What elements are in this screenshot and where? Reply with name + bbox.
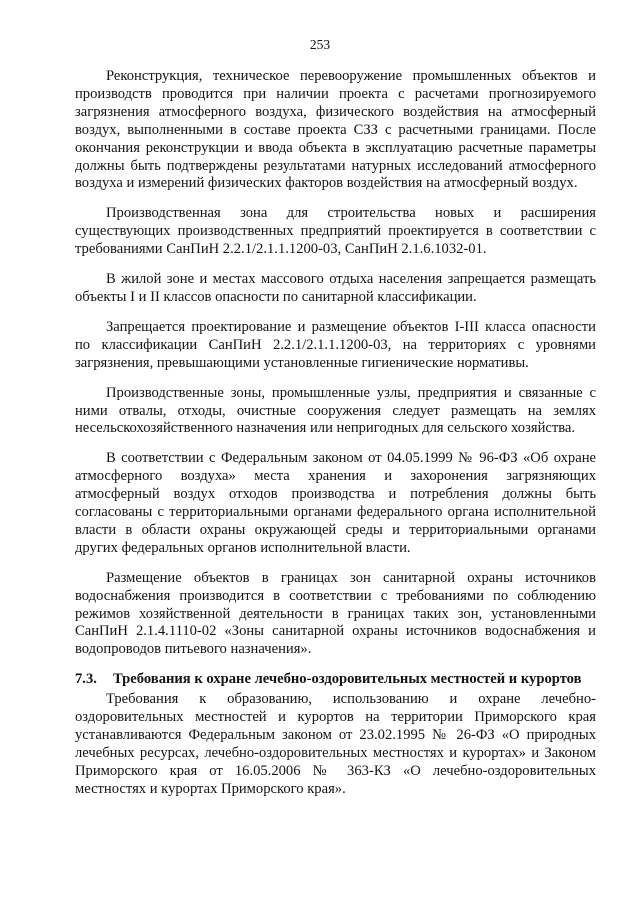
document-body	[75, 68, 596, 811]
section-heading	[75, 671, 596, 689]
paragraph-water-protection: Размещение объектов в границах зон санитарной охраны источников водоснабжения производится в соответствии с требованиями по соблюдению режимов хозяйственной деятельности в границах таких зон, установленными СанПиН 2.1.4.1110-02 «Зоны санитарной охраны источников водоснабжения и водопроводов питьевого назначения».	[75, 569, 596, 658]
paragraph-reconstruction: Реконструкция, техническое перевооружение промышленных объектов и производств проводится при наличии проекта с расчетами прогнозируемого загрязнения атмосферного воздуха, физического воздействия на атмосферный воздух, выполненными в составе проекта СЗЗ с расчетными границами. После окончания реконструкции и ввода объекта в эксплуатацию расчетные параметры должны быть подтверждены результатами натурных исследований атмосферного воздуха и измерений физических факторов воздействия на атмосферный воздух.	[75, 68, 596, 192]
paragraph-residential-zone: В жилой зоне и местах массового отдыха населения запрещается размещать объекты I и II классов опасности по санитарной классификации.	[75, 271, 596, 305]
page-number: 253	[309, 37, 331, 52]
section-title: Требования к охране лечебно-оздоровительных местностей и курортов	[113, 671, 582, 688]
section-number: 7.3.	[75, 671, 97, 688]
paragraph-resorts-requirements: Требования к образованию, использованию и охране лечебно-оздоровительных местностей и курортов на территории Приморского края устанавливаются Федеральным законом от 23.02.1995 № 26-ФЗ «О природных лечебных ресурсах, лечебно-оздоровительных местностях и курортах» и Законом Приморского края от 16.05.2006 № 363-КЗ «О лечебно-оздоровительных местностях и курортах Приморского края».	[75, 691, 596, 797]
paragraph-prohibition: Запрещается проектирование и размещение объектов I-III класса опасности по классификации СанПиН 2.2.1/2.1.1.1200-03, на территориях с уровнями загрязнения, превышающими установленные гигиенические нормативы.	[75, 318, 596, 371]
paragraph-federal-law-air: В соответствии с Федеральным законом от 04.05.1999 № 96-ФЗ «Об охране атмосферного воздуха» места хранения и захоронения загрязняющих атмосферный воздух отходов производства и потребления должны быть согласованы с территориальными органами федерального органа исполнительной власти в области охраны окружающей среды и территориальными органами других федеральных органов исполнительной власти.	[75, 450, 596, 556]
paragraph-dumps-placement: Производственные зоны, промышленные узлы, предприятия и связанные с ними отвалы, отходы, очистные сооружения следует размещать на землях несельскохозяйственного назначения или непригодных для сельского хозяйства.	[75, 384, 596, 437]
paragraph-production-zone: Производственная зона для строительства новых и расширения существующих производственных предприятий проектируется в соответствии с требованиями СанПиН 2.2.1/2.1.1.1200-03, СанПиН 2.1.6.1032-01.	[75, 205, 596, 258]
